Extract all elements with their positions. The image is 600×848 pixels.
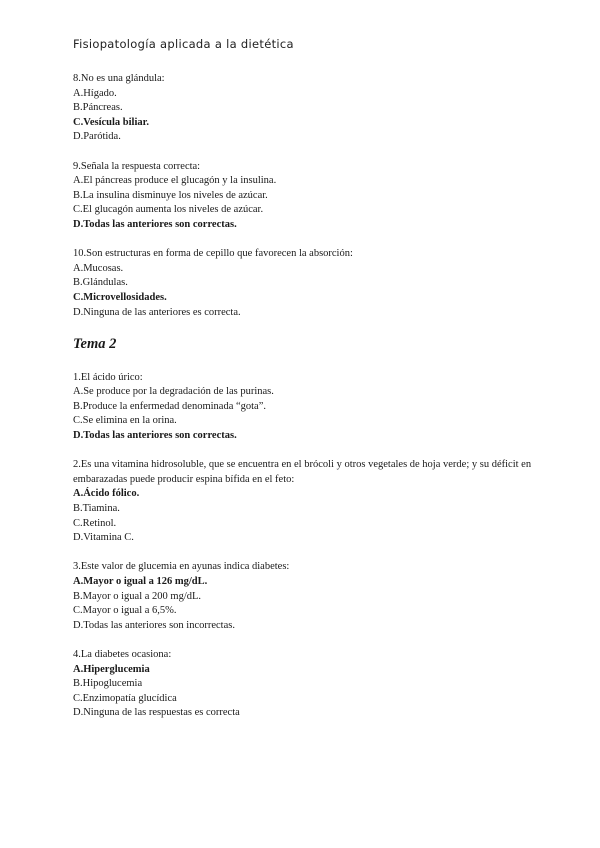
question-text: 2.Es una vitamina hidrosoluble, que se encuentra en el brócoli y otros vegetales de hoja verde; y su déficit en embarazadas puede producir espina bífida en el feto: <box>73 459 532 485</box>
option: C.Se elimina en la orina. <box>73 415 177 427</box>
option: D.Todas las anteriores son incorrectas. <box>73 619 235 631</box>
option: B.Páncreas. <box>73 102 123 114</box>
section-heading-tema-2: Tema 2 <box>73 335 117 352</box>
option: C.El glucagón aumenta los niveles de azúcar. <box>73 204 264 216</box>
correct-option: A.Hiperglucemia <box>73 663 150 675</box>
correct-option: D.Todas las anteriores son correctas. <box>73 430 237 442</box>
option: C.Enzimopatía glucídica <box>73 692 177 704</box>
option: D.Ninguna de las respuestas es correcta <box>73 707 240 719</box>
option: A.Hígado. <box>73 87 117 99</box>
option: A.Se produce por la degradación de las purinas. <box>73 386 274 398</box>
question-8 <box>73 72 533 145</box>
option: B.Mayor o igual a 200 mg/dL. <box>73 590 202 602</box>
question-text: 4.La diabetes ocasiona: <box>73 648 172 660</box>
option: C.Retinol. <box>73 517 117 529</box>
option: D.Vitamina C. <box>73 532 134 544</box>
option: A.El páncreas produce el glucagón y la insulina. <box>73 175 277 187</box>
option: B.Tiamina. <box>73 503 120 515</box>
question-text: 9.Señala la respuesta correcta: <box>73 160 201 172</box>
correct-option: C.Microvellosidades. <box>73 291 167 303</box>
page-header: Fisiopatología aplicada a la dietética <box>73 37 294 51</box>
tema2-question-1 <box>73 371 533 444</box>
correct-option: D.Todas las anteriores son correctas. <box>73 218 237 230</box>
option: D.Ninguna de las anteriores es correcta. <box>73 306 241 318</box>
option: B.La insulina disminuye los niveles de azúcar. <box>73 189 268 201</box>
correct-option: A.Ácido fólico. <box>73 488 140 500</box>
document-content <box>73 72 533 736</box>
question-9 <box>73 160 533 233</box>
question-10 <box>73 247 533 320</box>
tema2-question-3 <box>73 560 533 633</box>
tema2-question-2 <box>73 458 533 546</box>
option: A.Mucosas. <box>73 262 124 274</box>
tema2-question-4 <box>73 648 533 721</box>
question-text: 1.El ácido úrico: <box>73 371 143 383</box>
option: B.Hipoglucemia <box>73 678 143 690</box>
correct-option: A.Mayor o igual a 126 mg/dL. <box>73 576 208 587</box>
question-text: 3.Este valor de glucemia en ayunas indica diabetes: <box>73 561 290 573</box>
correct-option: C.Vesícula biliar. <box>73 116 149 128</box>
option: B.Produce la enfermedad denominada “gota”. <box>73 400 267 412</box>
option: C.Mayor o igual a 6,5%. <box>73 605 177 617</box>
question-text: 8.No es una glándula: <box>73 73 165 84</box>
question-text: 10.Son estructuras en forma de cepillo que favorecen la absorción: <box>73 248 353 260</box>
option: D.Parótida. <box>73 131 121 143</box>
option: B.Glándulas. <box>73 277 128 289</box>
